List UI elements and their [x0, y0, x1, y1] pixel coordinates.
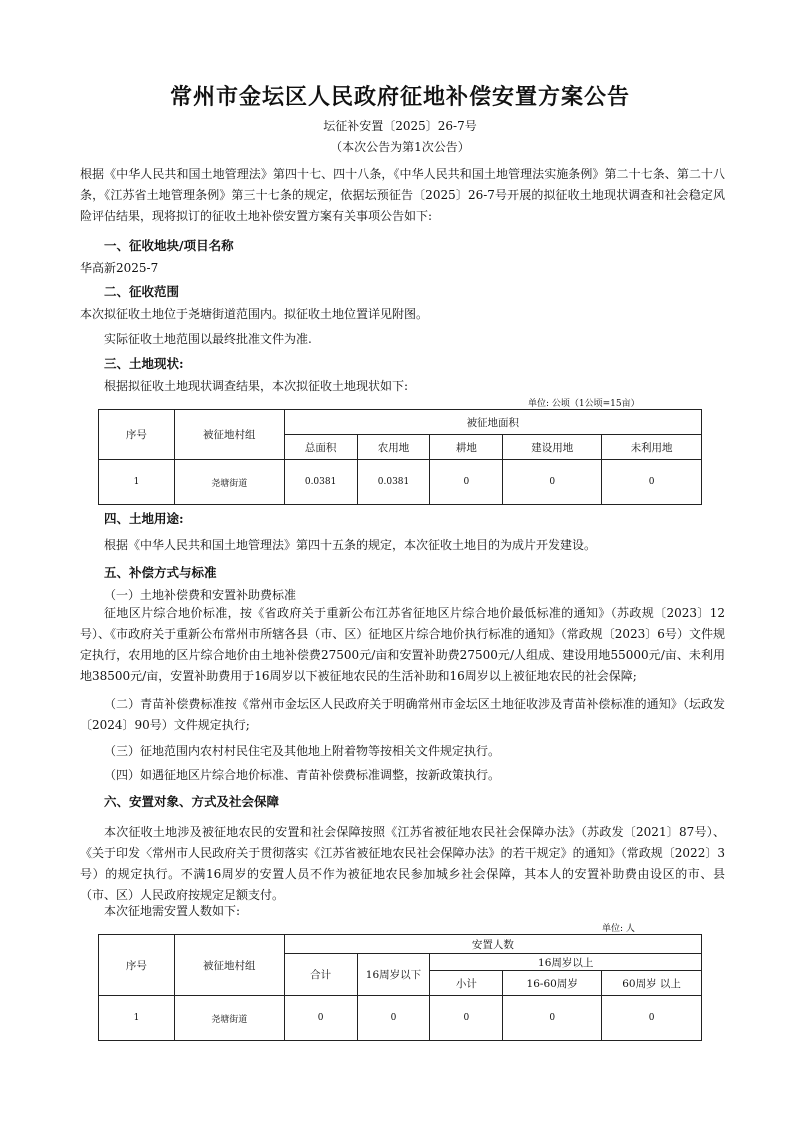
col-area-header: 被征地面积	[284, 410, 701, 435]
col-arable-land: 耕地	[430, 435, 503, 460]
col-total-area: 总面积	[284, 435, 357, 460]
compensation-subtitle-1: （一）土地补偿费和安置补助费标准	[104, 588, 297, 602]
col-under16-header: 16周岁以下	[357, 954, 430, 996]
cell-under16: 0	[357, 996, 430, 1041]
status-text: 根据拟征收土地现状调查结果，本次拟征收土地现状如下:	[104, 379, 409, 393]
resettlement-count-intro: 本次征地需安置人数如下:	[104, 904, 241, 918]
land-use-text: 根据《中华人民共和国土地管理法》第四十五条的规定，本次征收土地目的为成片开发建设。	[104, 538, 597, 552]
cell-unused-land: 0	[602, 460, 702, 505]
cell-village: 尧塘街道	[174, 996, 284, 1041]
cell-serial: 1	[99, 460, 175, 505]
section2-heading: 二、征收范围	[104, 284, 180, 299]
col-subtotal-header: 小计	[430, 971, 503, 996]
intro-paragraph: 根据《中华人民共和国土地管理法》第四十七、四十八条，《中华人民共和国土地管理法实施条例》第二十七条、第二十八条，《江苏省土地管理条例》第三十七条的规定，依据坛预征告〔2025〕26-7号开展的拟征收土地现状调查和社会稳定风险评估结果，现将拟订的征收土地补偿安置方案有关事项公告如下:	[80, 167, 725, 223]
table-row	[99, 996, 702, 1041]
scope-text: 本次拟征收土地位于尧塘街道范围内。拟征收土地位置详见附图。	[80, 307, 429, 321]
col-16-60-header: 16-60周岁	[503, 971, 602, 996]
col-agri-land: 农用地	[357, 435, 430, 460]
cell-total-area: 0.0381	[284, 460, 357, 505]
seedling-compensation-text: （二）青苗补偿费标准按《常州市金坛区人民政府关于明确常州市金坛区土地征收涉及青苗补偿标准的通知》（坛政发〔2024〕90号）文件规定执行;	[80, 697, 725, 732]
col-village-header: 被征地村组	[174, 935, 284, 996]
scope-note: 实际征收土地范围以最终批准文件为准.	[104, 332, 312, 346]
cell-village: 尧塘街道	[174, 460, 284, 505]
section4-heading: 四、土地用途:	[104, 511, 184, 526]
attachments-text: （三）征地范围内农村村民住宅及其他地上附着物等按相关文件规定执行。	[104, 744, 501, 758]
resettlement-table	[98, 934, 702, 1041]
col-construction-land: 建设用地	[503, 435, 602, 460]
cell-construction-land: 0	[503, 460, 602, 505]
cell-16-60: 0	[503, 996, 602, 1041]
cell-subtotal: 0	[430, 996, 503, 1041]
cell-serial: 1	[99, 996, 175, 1041]
col-over16-header: 16周岁以上	[430, 954, 702, 971]
section6-heading: 六、安置对象、方式及社会保障	[104, 794, 280, 809]
project-name: 华高新2025-7	[80, 261, 159, 275]
col-village-header: 被征地村组	[174, 410, 284, 460]
cell-agri-land: 0.0381	[357, 460, 430, 505]
col-serial-header: 序号	[99, 935, 175, 996]
policy-adjust-text: （四）如遇征地区片综合地价标准、青苗补偿费标准调整，按新政策执行。	[104, 768, 501, 782]
compensation-standard-text: 征地区片综合地价标准，按《省政府关于重新公布江苏省征地区片综合地价最低标准的通知》（苏政规〔2023〕12号）、《市政府关于重新公布常州市所辖各县（市、区）征地区片综合地价执行标准的通知》（常政规〔2023〕6号）文件规定执行，农用地的区片综合地价由土地补偿费27500元/亩和安置补助费27500元/人组成、建设用地55000元/亩、未利用地38500元/亩，安置补助费用于16周岁以下被征地农民的生活补助和16周岁以上被征地农民的社会保障;	[80, 606, 725, 683]
resettlement-text: 本次征收土地涉及被征地农民的安置和社会保障按照《江苏省被征地农民社会保障办法》（苏政发〔2021〕87号）、《关于印发〈常州市人民政府关于贯彻落实《江苏省被征地农民社会保障办法》的若干规定》的通知》（常政规〔2022〕3号）的规定执行。不满16周岁的安置人员不作为被征地农民参加城乡社会保障，其本人的安置补助费由设区的市、县（市、区）人民政府按规定足额支付。	[80, 825, 725, 902]
col-serial-header: 序号	[99, 410, 175, 460]
page-title: 常州市金坛区人民政府征地补偿安置方案公告	[169, 84, 630, 110]
land-status-table	[98, 409, 702, 505]
cell-arable-land: 0	[430, 460, 503, 505]
section1-heading: 一、征收地块/项目名称	[104, 238, 234, 253]
col-60plus-header: 60周岁 以上	[602, 971, 702, 996]
cell-total: 0	[284, 996, 357, 1041]
col-unused-land: 未利用地	[602, 435, 702, 460]
document-number: 坛征补安置〔2025〕26-7号	[323, 119, 477, 133]
col-people-header: 安置人数	[284, 935, 701, 954]
col-total-header: 合计	[284, 954, 357, 996]
table-row	[99, 460, 702, 505]
document-subtitle: （本次公告为第1次公告）	[330, 140, 470, 154]
section3-heading: 三、土地现状:	[104, 356, 184, 371]
land-table-unit: 单位: 公顷（1公顷=15亩）	[528, 399, 640, 409]
people-table-unit: 单位: 人	[602, 924, 635, 934]
section5-heading: 五、补偿方式与标准	[104, 565, 217, 580]
cell-60plus: 0	[602, 996, 702, 1041]
